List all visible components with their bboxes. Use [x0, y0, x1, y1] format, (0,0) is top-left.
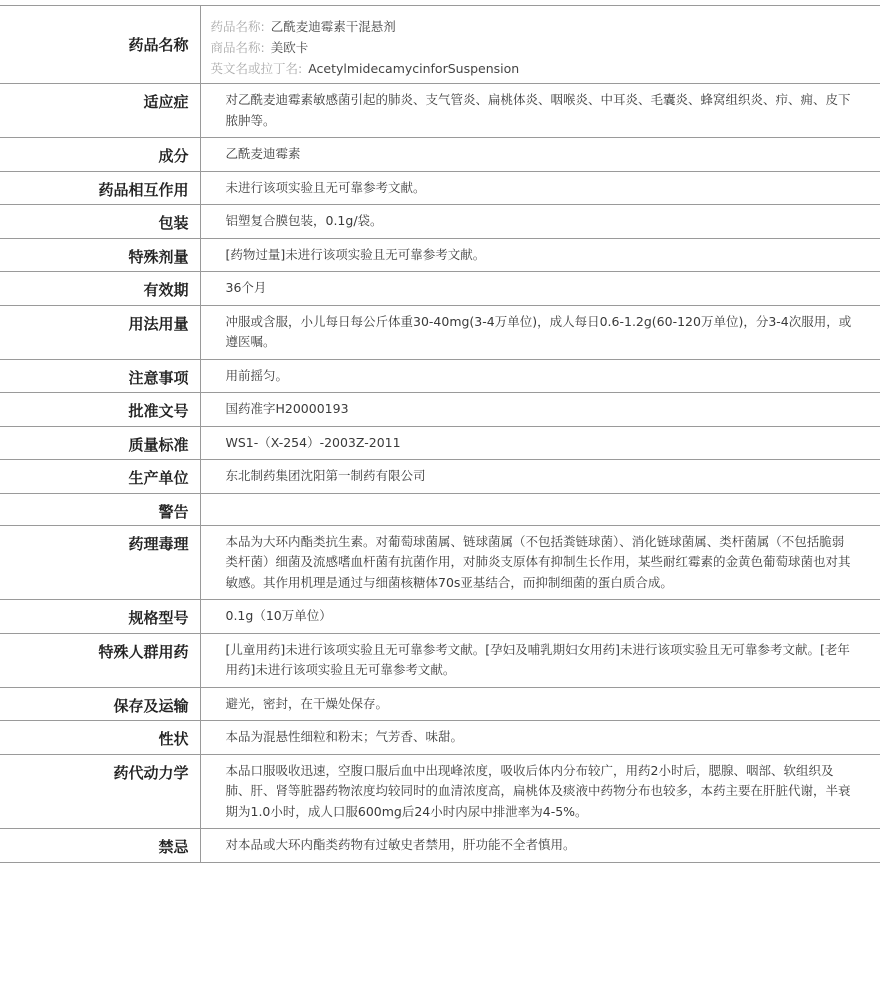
- row-label: 药理毒理: [0, 525, 200, 600]
- row-value: 对乙酰麦迪霉素敏感菌引起的肺炎、支气管炎、扁桃体炎、咽喉炎、中耳炎、毛囊炎、蜂窝组织炎、疖、痈、皮下脓肿等。: [200, 84, 880, 138]
- row-contraindications: [0, 829, 880, 863]
- row-special-dosage: [0, 238, 880, 272]
- row-label: 特殊剂量: [0, 238, 200, 272]
- row-label: 适应症: [0, 84, 200, 138]
- row-value: WS1-（X-254）-2003Z-2011: [200, 426, 880, 460]
- drug-spec-table: [0, 5, 880, 863]
- row-label: 药品名称: [0, 6, 200, 84]
- name-value: AcetylmidecamycinforSuspension: [308, 61, 520, 76]
- row-label: 批准文号: [0, 393, 200, 427]
- row-dosage: [0, 305, 880, 359]
- name-value: 美欧卡: [270, 40, 309, 55]
- row-label: 特殊人群用药: [0, 633, 200, 687]
- row-ingredients: [0, 138, 880, 172]
- row-value: 对本品或大环内酯类药物有过敏史者禁用，肝功能不全者慎用。: [200, 829, 880, 863]
- row-label: 药品相互作用: [0, 171, 200, 205]
- row-label: 保存及运输: [0, 687, 200, 721]
- row-precautions: [0, 359, 880, 393]
- name-value: 乙酰麦迪霉素干混悬剂: [270, 19, 396, 34]
- row-value: 36个月: [200, 272, 880, 306]
- row-value: 0.1g（10万单位）: [200, 600, 880, 634]
- trade-name-line: [211, 37, 857, 58]
- row-approval-number: [0, 393, 880, 427]
- row-label: 注意事项: [0, 359, 200, 393]
- row-label: 有效期: [0, 272, 200, 306]
- row-value: 本品为混悬性细粒和粉末；气芳香、味甜。: [200, 721, 880, 755]
- row-indications: [0, 84, 880, 138]
- row-value: 未进行该项实验且无可靠参考文献。: [200, 171, 880, 205]
- row-value: 乙酰麦迪霉素: [200, 138, 880, 172]
- row-label: 规格型号: [0, 600, 200, 634]
- row-value: 东北制药集团沈阳第一制药有限公司: [200, 460, 880, 494]
- generic-name-line: [211, 16, 857, 37]
- row-quality-standard: [0, 426, 880, 460]
- row-manufacturer: [0, 460, 880, 494]
- row-value: 冲服或含服，小儿每日每公斤体重30-40mg(3-4万单位)，成人每日0.6-1.2g(60-120万单位)，分3-4次服用，或遵医嘱。: [200, 305, 880, 359]
- row-label: 用法用量: [0, 305, 200, 359]
- row-label: 质量标准: [0, 426, 200, 460]
- row-label: 禁忌: [0, 829, 200, 863]
- row-specification: [0, 600, 880, 634]
- row-packaging: [0, 205, 880, 239]
- row-pharmacology: [0, 525, 880, 600]
- row-label: 生产单位: [0, 460, 200, 494]
- row-value: 国药准字H20000193: [200, 393, 880, 427]
- row-label: 警告: [0, 493, 200, 525]
- row-value: [药物过量]未进行该项实验且无可靠参考文献。: [200, 238, 880, 272]
- name-key: 商品名称:: [210, 40, 265, 55]
- row-value: [200, 493, 880, 525]
- row-label: 包装: [0, 205, 200, 239]
- row-appearance: [0, 721, 880, 755]
- row-label: 性状: [0, 721, 200, 755]
- row-pharmacokinetics: [0, 754, 880, 829]
- row-value: [200, 6, 880, 84]
- row-interactions: [0, 171, 880, 205]
- name-key: 英文名或拉丁名:: [210, 61, 303, 76]
- row-value: 用前摇匀。: [200, 359, 880, 393]
- row-warning: [0, 493, 880, 525]
- row-drug-names: [0, 6, 880, 84]
- name-key: 药品名称:: [210, 19, 265, 34]
- row-special-populations: [0, 633, 880, 687]
- row-value: 铝塑复合膜包装，0.1g/袋。: [200, 205, 880, 239]
- row-value: 本品口服吸收迅速，空腹口服后血中出现峰浓度，吸收后体内分布较广，用药2小时后，腮腺、咽部、软组织及肺、肝、肾等脏器药物浓度均较同时的血清浓度高，扁桃体及痰液中药物分布也较多，本药主要在肝脏代谢，半衰期为1.0小时，成人口服600mg后24小时内尿中排泄率为4-5%。: [200, 754, 880, 829]
- row-storage: [0, 687, 880, 721]
- row-label: 药代动力学: [0, 754, 200, 829]
- row-value: [儿童用药]未进行该项实验且无可靠参考文献。[孕妇及哺乳期妇女用药]未进行该项实验且无可靠参考文献。[老年用药]未进行该项实验且无可靠参考文献。: [200, 633, 880, 687]
- row-value: 避光，密封，在干燥处保存。: [200, 687, 880, 721]
- row-shelf-life: [0, 272, 880, 306]
- row-value: 本品为大环内酯类抗生素。对葡萄球菌属、链球菌属（不包括粪链球菌）、消化链球菌属、类杆菌属（不包括脆弱类杆菌）细菌及流感嗜血杆菌有抗菌作用，对肺炎支原体有抑制生长作用，某些耐红霉素的金黄色葡萄球菌也对其敏感。其作用机理是通过与细菌核糖体70s亚基结合，而抑制细菌的蛋白质合成。: [200, 525, 880, 600]
- row-label: 成分: [0, 138, 200, 172]
- english-name-line: [211, 58, 857, 79]
